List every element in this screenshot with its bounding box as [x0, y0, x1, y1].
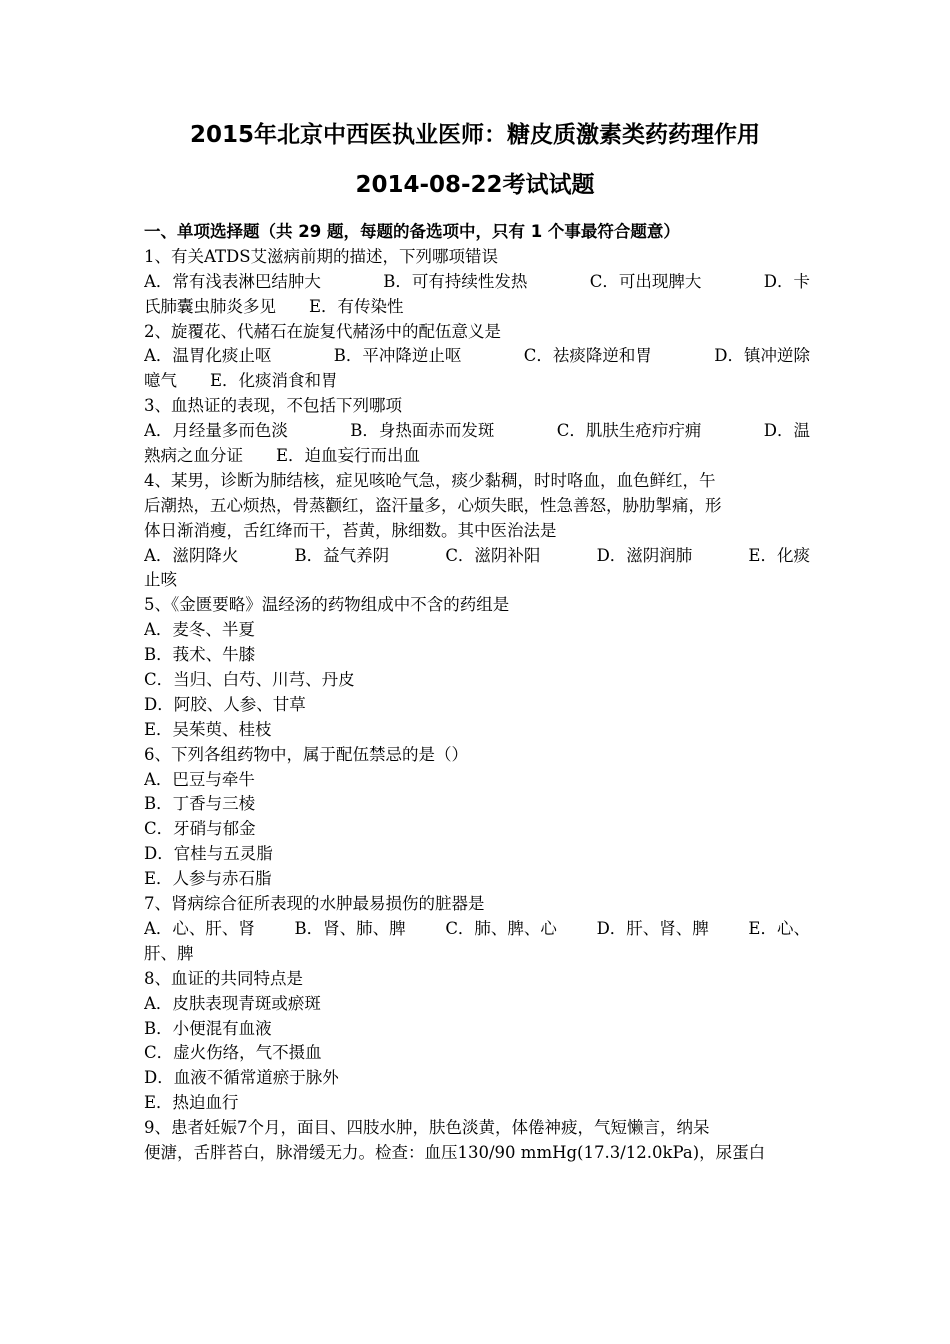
question-4-option-b: B．益气养阴 [294, 545, 390, 565]
section-heading: 一、单项选择题（共 29 题，每题的备选项中，只有 1 个事最符合题意） [144, 222, 680, 241]
question-4-stem-line-3: 体日渐消瘦，舌红绛而干，苔黄，脉细数。其中医治法是 [144, 520, 557, 540]
document-title-line-2: 2014-08-22考试试题 [355, 172, 595, 198]
question-7-option-a: A．心、肝、肾 [144, 918, 255, 938]
question-6-option-e: E．人参与赤石脂 [144, 869, 272, 889]
question-1-stem: 1、有关ATDS艾滋病前期的描述，下列哪项错误 [144, 246, 499, 266]
question-2-stem: 2、旋覆花、代赭石在旋复代赭汤中的配伍意义是 [144, 321, 501, 341]
question-7-stem: 7、肾病综合征所表现的水肿最易损伤的脏器是 [144, 894, 485, 914]
question-7-options-continued: 肝、脾 [144, 943, 194, 963]
question-8-stem: 8、血证的共同特点是 [144, 968, 303, 988]
question-2-options [144, 344, 810, 369]
question-1-option-a: A．常有浅表淋巴结肿大 [144, 271, 321, 291]
question-3-option-a: A．月经量多而色淡 [144, 421, 288, 441]
question-4-option-e: E．化痰 [748, 545, 810, 565]
question-7-options [144, 917, 810, 942]
question-8-option-c: C．虚火伤络，气不摄血 [144, 1043, 322, 1063]
question-1-options [144, 270, 810, 295]
question-1-option-d: D．卡 [763, 271, 810, 291]
question-8-option-a: A．皮肤表现青斑或瘀斑 [144, 993, 321, 1013]
question-4-option-a: A．滋阴降火 [144, 545, 239, 565]
question-7-option-b: B．肾、肺、脾 [294, 918, 406, 938]
question-1-option-b: B．可有持续性发热 [383, 271, 528, 291]
question-7-option-d: D．肝、肾、脾 [596, 918, 709, 938]
question-4-option-d: D．滋阴润肺 [596, 545, 693, 565]
question-4-option-c: C．滋阴补阳 [445, 545, 541, 565]
question-5-stem: 5、《金匮要略》温经汤的药物组成中不含的药组是 [144, 595, 510, 615]
question-6-option-d: D．官桂与五灵脂 [144, 844, 273, 864]
question-5-option-e: E．吴茱萸、桂枝 [144, 719, 272, 739]
question-8-option-d: D．血液不循常道瘀于脉外 [144, 1068, 339, 1088]
question-2-option-d: D．镇冲逆除 [714, 346, 810, 366]
question-5-option-d: D．阿胶、人参、甘草 [144, 694, 306, 714]
question-4-options-continued: 止咳 [144, 570, 177, 590]
question-4-options [144, 544, 810, 569]
question-6-stem: 6、下列各组药物中，属于配伍禁忌的是（） [144, 744, 468, 764]
question-2-option-b: B．平冲降逆止呕 [333, 346, 462, 366]
question-5-option-c: C．当归、白芍、川芎、丹皮 [144, 670, 355, 690]
question-3-option-c: C．肌肤生疮疖疔痈 [556, 421, 702, 441]
question-6-option-b: B．丁香与三棱 [144, 794, 256, 814]
question-2-options-continued: 噫气 E．化痰消食和胃 [144, 371, 338, 391]
question-5-option-b: B．莪术、牛膝 [144, 645, 256, 665]
question-2-option-a: A．温胃化痰止呕 [144, 346, 272, 366]
question-6-option-c: C．牙硝与郁金 [144, 819, 256, 839]
question-4-stem-line-1: 4、某男，诊断为肺结核，症见咳呛气急，痰少黏稠，时时咯血，血色鲜红，午 [144, 470, 716, 490]
question-1-options-continued: 氏肺囊虫肺炎多见 E．有传染性 [144, 296, 404, 316]
question-3-option-d: D．温 [763, 421, 810, 441]
document-title-line-1: 2015年北京中西医执业医师：糖皮质激素类药药理作用 [189, 122, 760, 148]
document-body [144, 220, 810, 1166]
question-4-stem-line-2: 后潮热，五心烦热，骨蒸颧红，盗汗量多，心烦失眠，性急善怒，胁肋掣痛，形 [144, 495, 722, 515]
question-7-option-e: E．心、 [748, 918, 810, 938]
question-3-stem: 3、血热证的表现，不包括下列哪项 [144, 396, 402, 416]
question-2-option-c: C．祛痰降逆和胃 [523, 346, 652, 366]
question-9-stem-line-1: 9、患者妊娠7个月，面目、四肢水肿，肤色淡黄，体倦神疲，气短懒言，纳呆 [144, 1118, 710, 1138]
question-8-option-e: E．热迫血行 [144, 1093, 239, 1113]
question-3-option-b: B．身热面赤而发斑 [350, 421, 495, 441]
question-1-option-c: C．可出现脾大 [589, 271, 702, 291]
question-8-option-b: B．小便混有血液 [144, 1018, 272, 1038]
question-5-option-a: A．麦冬、半夏 [144, 620, 255, 640]
question-3-options-continued: 熟病之血分证 E．迫血妄行而出血 [144, 446, 421, 466]
question-6-option-a: A．巴豆与牵牛 [144, 769, 255, 789]
question-7-option-c: C．肺、脾、心 [445, 918, 557, 938]
question-3-options [144, 419, 810, 444]
question-9-stem-line-2: 便溏，舌胖苔白，脉滑缓无力。检查：血压130/90 mmHg(17.3/12.0kPa)，尿蛋白 [144, 1142, 766, 1162]
